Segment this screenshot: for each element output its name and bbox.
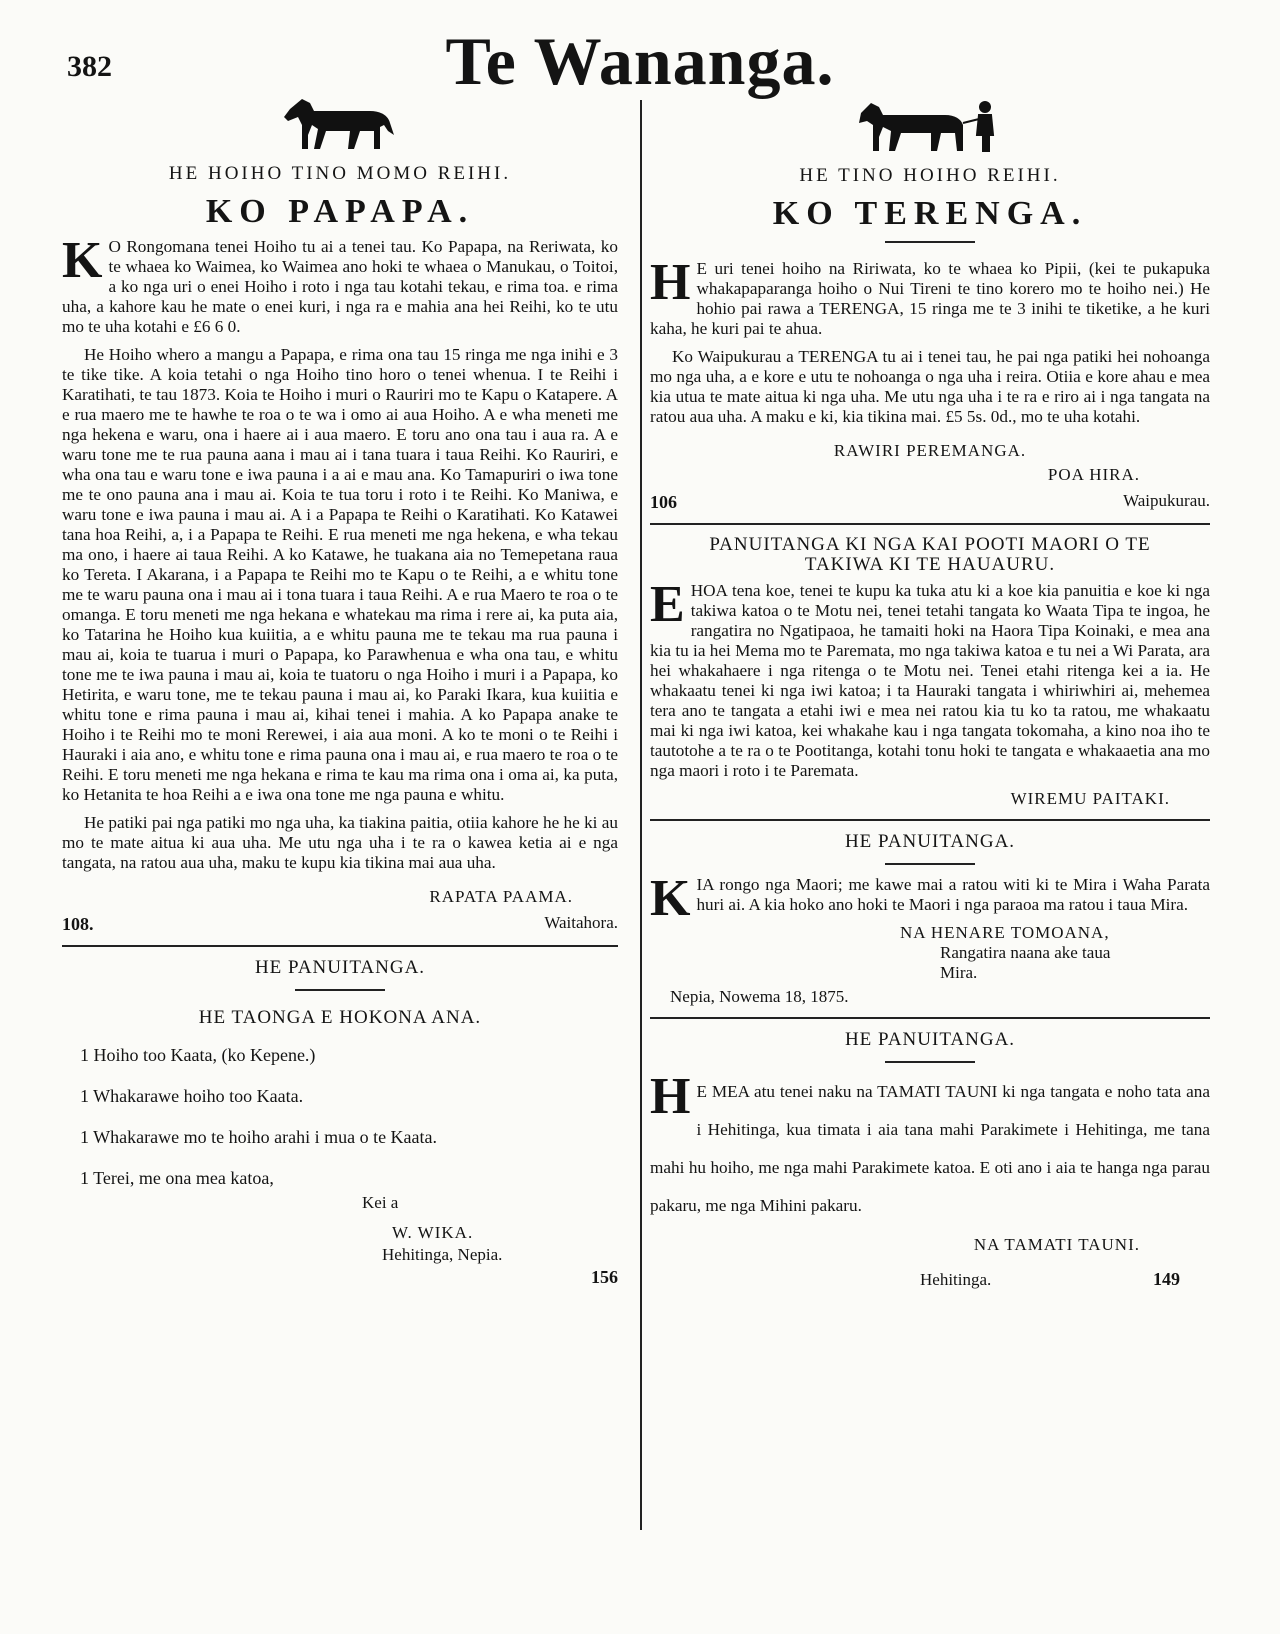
ad-paragraph: E uri tenei hoiho na Ririwata, ko te whaea ko Pipii, (kei te pukapuka whakapaparanga hoiho o Nui Tireni te tino korero mo te hoiho nei.) He hohio pai rawa a TERENGA, 15 ringa me te 3 inihi te tiketike, a he kuri kaha, he kuri pai te ahua. [650,259,1210,338]
horse-name: KO PAPAPA. [205,193,475,230]
section-rule [650,1017,1210,1019]
section-rule [650,819,1210,821]
drop-cap: H [650,1068,691,1125]
notice-body [650,1068,1210,1225]
ad-body [650,254,1210,427]
signature: NA TAMATI TAUNI. [973,1235,1140,1254]
short-rule [295,989,385,991]
section-rule [650,523,1210,525]
signature: POA HIRA. [1047,465,1140,484]
ad-number: 108. [62,914,94,934]
notice-paragraph: IA rongo nga Maori; me kawe mai a ratou witi ki te Mira i Waha Parata huri ai. A kia hoko ano hoki te Maori i nga paraoa ma ratou i taua Mira. [696,875,1210,914]
sale-signature: W. WIKA. [392,1223,474,1242]
ad-footer [62,911,618,935]
ad-paragraph: Ko Waipukurau a TERENGA tu ai i tenei tau, he pai nga patiki hei nohoanga mo nga uha, a e kore e utu te nohoanga o nga uha i reira. Otiia e kore ahau e mea kia utua te mate aitua ki nga uha. Me utu nga uha i te ra e riro ai i nga tangata na ratou aua uha. A maku e ki, kia tikina mai. £5 5s. 0d., mo te uha kotahi. [650,347,1210,426]
list-item: 1 Whakarawe mo te hoiho arahi i mua o te Kaata. [80,1127,438,1147]
ad-heading: HE HOIHO TINO MOMO REIHI. [168,163,512,184]
ad-paragraph: O Rongomana tenei Hoiho tu ai a tenei tau. Ko Papapa, na Reriwata, ko te whaea ko Waimea, ko Waimea ano hoki te whaea o Manukau, o Toitoi, a ko nga uri o enei Hoiho i roto i nga tau kotahi tekau, e rima toa. e rima uha, a kahore kau he mate o enei kuri, i nga ra e mahia ana hei Reihi, ko te utu mo te uha kotahi e £6 6 0. [62,237,618,336]
left-column [62,95,618,1288]
place-name: Waipukurau. [1123,491,1210,510]
drop-cap: K [650,870,691,927]
newspaper-title: Te Wananga. [445,23,835,99]
list-item: 1 Whakarawe hoiho too Kaata. [80,1086,304,1106]
ad-footer [650,489,1210,513]
election-paragraph: HOA tena koe, tenei te kupu ka tuka atu ki a koe kia panuitia e koe ki nga takiwa katoa o te Motu nei, tenei tetahi tangata ko Waata Tipa te ingoa, he rangatira no Ngatipaoa, he tamaiti hoki na Haora Tipa Koinaki, e mea ana kia tu ia hei Mema mo te Paremata, mo nga takiwa katoa e tu nei a Wi Parata, ara hei whakahaere i nga ritenga o te Motu nei. Tenei etahi ritenga kei a ia. He whakaatu tenei ki nga iwi katoa; i ta Hauraki tangata i whiriwhiri ai, mehemea tera ano te tangata a etahi iwi e mea nei ratou kia tu ko ta ratou, me whakaatu mai ki nga iwi katoa, kei whakahe kau i nga tangata tokomaha, a kino noa iho te tautotohe a te ra o te Pootitanga, kotahi tonu hoki te tangata e whakaaetia ana mo nga maori i roto i te Paremata. [650,581,1210,780]
notice-heading: HE PANUITANGA. [254,957,426,978]
page-number: 382 [67,50,112,83]
signature: RAPATA PAAMA. [429,887,573,906]
section-rule [62,945,618,947]
place-name: Waitahora. [544,913,618,932]
horse-illustration-icon [280,95,400,153]
election-body [650,576,1210,781]
signature: NA HENARE TOMOANA, [900,923,1110,942]
ad-footer [650,1269,1210,1290]
signature: WIREMU PAITAKI. [1010,789,1170,808]
sale-place: Hehitinga, Nepia. [382,1245,503,1264]
notice-date: Nepia, Nowema 18, 1875. [670,987,849,1006]
ad-heading: HE TINO HOIHO REIHI. [799,165,1061,186]
horse-and-groom-illustration-icon [855,95,1005,155]
sale-list [80,1045,618,1189]
drop-cap: H [650,254,691,311]
notice-body [650,870,1210,927]
column-divider [640,100,642,1530]
kei-a: Kei a [362,1193,399,1212]
signature: RAWIRI PEREMANGA. [833,441,1027,460]
ad-number: 106 [650,492,677,512]
ad-body [62,232,618,873]
election-heading: PANUITANGA KI NGA KAI POOTI MAORI O TE TAKIWA KI TE HAUAURU. [709,534,1151,575]
drop-cap: K [62,232,103,289]
sale-heading: HE TAONGA E HOKONA ANA. [198,1007,482,1028]
drop-cap: E [650,576,685,633]
notice-paragraph: E MEA atu tenei naku na TAMATI TAUNI ki nga tangata e noho tata ana i Hehitinga, kua timata i aia tana mahi Parakimete i Hehitinga, me tana mahi hu hoiho, me nga mahi Parakimete katoa. E oti ano i aia te hanga nga parau pakaru, me nga Mihini pakaru. [650,1082,1210,1215]
ad-number: 149 [1153,1269,1180,1289]
place-name: Hehitinga. [920,1270,992,1289]
short-rule [885,863,975,865]
signature-role: Mira. [940,963,978,982]
ad-paragraph: He Hoiho whero a mangu a Papapa, e rima ona tau 15 ringa me nga inihi e 3 te tike tike. A koia tetahi o nga Hoiho tino horo o tenei whenua. I te Reihi i Karatihati, te tau 1873. Koia te Hoiho i muri o Rauriri mo te Kapu o Katapere. A e rua maero me te hawhe te roa o te wa i omo ai aua Hoiho. A e wha meneti me nga hekena e waru, ona i haere ai i aua maero. E toru ano ona tau i aua ra. A e waru tone me te rua pauna aana i mau ai i tana tuara i taua Reihi. Ko Rauriri, e wha ona tau e waru tone e iwa pauna i a ai e mau ana. Ko Tamapuriri o iwa tone me te ono pauna ana i mau ai. Koia te tua toru i roto i te Reihi. Ko Maniwa, e waru tone e iwa pauna i mau ai. A i a Papapa te Reihi o Karatihati. Ko Katawei tana hoa Reihi, a, i a Papapa te Reihi. E rua meneti me nga hekena, e wha tekau ma ono, i haere ai taua Reihi. A ko Katawe, he tuakana aia no Temepetana raua ko Tereta. I Akarana, i a Papapa te Reihi mo te Kapu o te Reihi, a e whitu tone me te waru pauna ona i mau ai i tona tuara i taua Reihi. A e rua Maero te roa o te omanga. E toru meneti me nga hekana e whatekau ma rima i rere ai, ka puta aia, ko Tatarina he Hoiho kua kuiitia, a e whitu pauna me te tekau ma rua pauna i mau ai, koia te tuarua i muri o Papapa, ko Parawhenua e wha ona tau, e whitu tone me te iwa pauna i mau ai, koia te tuatoru o nga Hoiho i muri i a Papapa, ko Hetirita, e waru tone, me te tekau pauna i mau ai, ko Paraki Ikara, kua kuiitia e whitu tone e rima pauna i mau ai, kihai tenei i mahia. A ko Papapa anake te Hoiho i te Reihi mo te moni Rerewei, i aia aua moni. A ko te moni o te Reihi i Hauraki i aia ano, e whitu tone e rima pauna ona i mau ai, e rua maero te roa o te Reihi. E toru meneti me nga hekana e rima te kau ma rima ona i oma ai, ka puta, ko Hetanita te hoa Reihi a e iwa ona tone me nga pauna e whitu. [62,345,618,804]
notice-heading: HE PANUITANGA. [844,831,1016,852]
horse-name: KO TERENGA. [772,195,1088,232]
ad-number: 156 [591,1267,618,1287]
right-column [650,95,1210,1290]
short-rule [885,241,975,243]
list-item: 1 Hoiho too Kaata, (ko Kepene.) [80,1045,316,1065]
list-item: 1 Terei, me ona mea katoa, [80,1168,274,1188]
short-rule [885,1061,975,1063]
notice-heading: HE PANUITANGA. [844,1029,1016,1050]
signature-role: Rangatira naana ake taua [940,943,1111,962]
ad-paragraph: He patiki pai nga patiki mo nga uha, ka tiakina paitia, otiia kahore he he ki au mo te mate aitua ki aua uha. Me utu nga uha i te ra o kawea ketia ai e nga tangata, na ratou aua uha, maku te kupu kia tikina mai aua uha. [62,813,618,872]
